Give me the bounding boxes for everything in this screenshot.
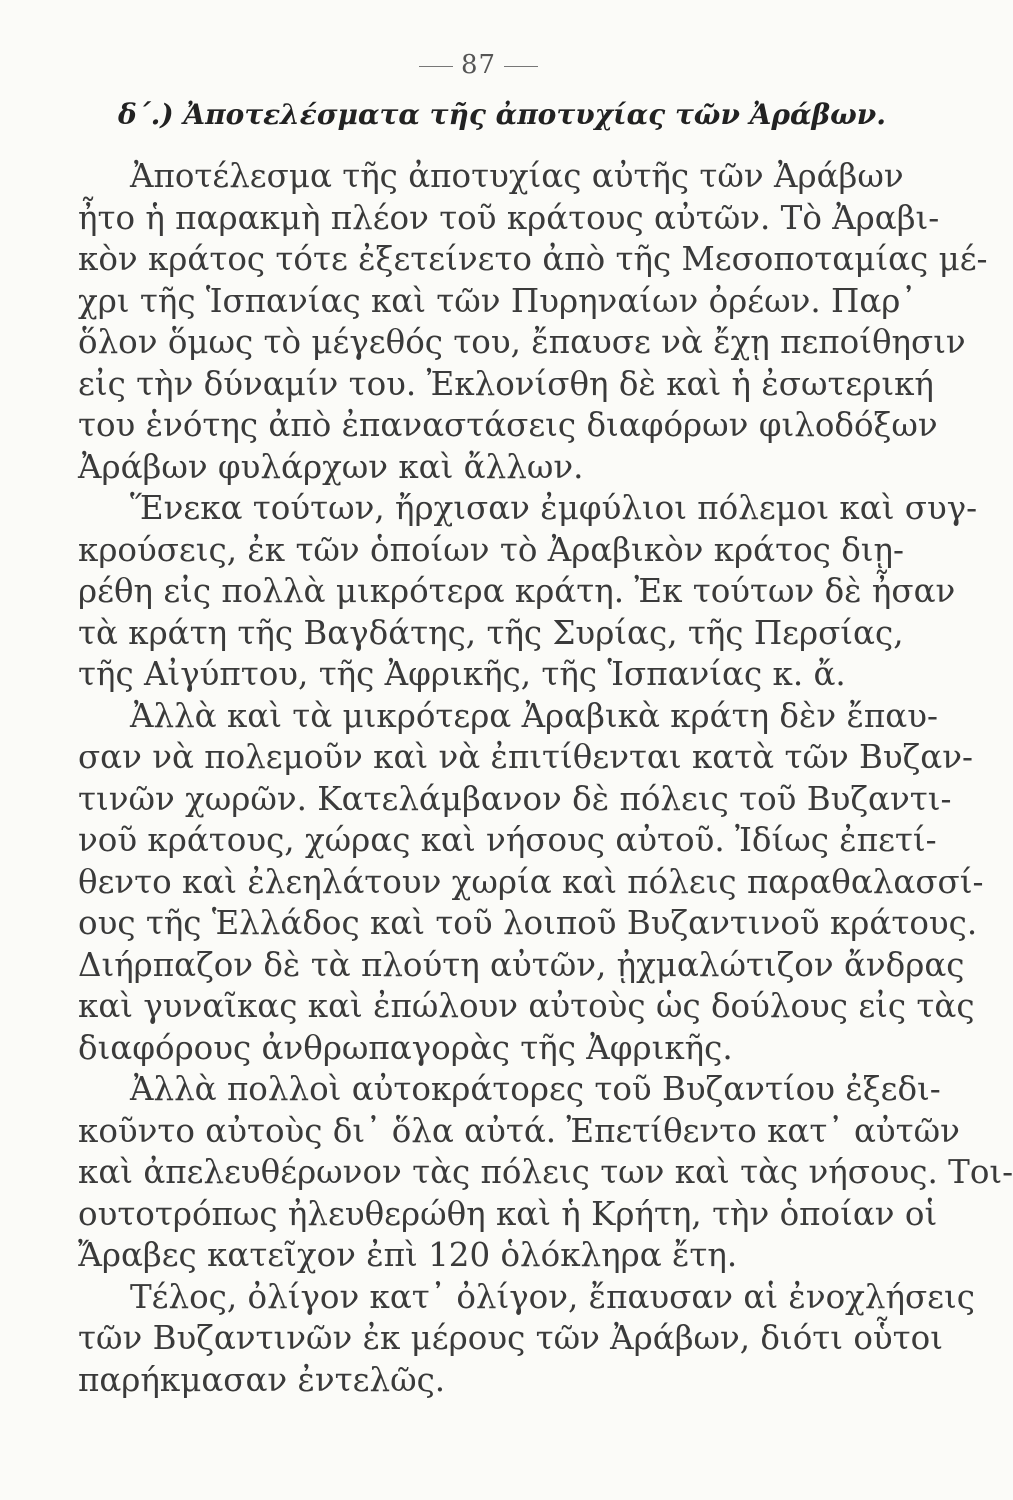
text-line: ὅλον ὅμως τὸ μέγεθός του, ἔπαυσε νὰ ἔχῃ πεποίθησιν [78, 323, 966, 361]
text-line: Διήρπαζον δὲ τὰ πλούτη αὐτῶν, ᾐχμαλώτιζον ἄνδρας [78, 945, 965, 984]
text-line: ρέθη εἰς πολλὰ μικρότερα κράτη. Ἐκ τούτων δὲ ἦσαν [78, 572, 956, 610]
text-line: παρήκμασαν ἐντελῶς. [78, 1360, 446, 1399]
text-line: τὰ κράτη τῆς Βαγδάτης, τῆς Συρίας, τῆς Περσίας, [78, 613, 904, 652]
text-line: νοῦ κράτους, χώρας καὶ νήσους αὐτοῦ. Ἰδίως ἐπετί- [78, 821, 937, 859]
text-line: του ἑνότης ἀπὸ ἐπαναστάσεις διαφόρων φιλοδόξων [78, 406, 938, 444]
text-line: Ἕνεκα τούτων, ἤρχισαν ἐμφύλιοι πόλεμοι καὶ συγ- [130, 489, 978, 527]
text-line: Ἀράβων φυλάρχων καὶ ἄλλων. [78, 447, 584, 486]
text-line: διαφόρους ἀνθρωπαγορὰς τῆς Ἀφρικῆς. [78, 1028, 733, 1067]
text-line: θεντο καὶ ἐλεηλάτουν χωρία καὶ πόλεις παραθαλασσί- [78, 862, 984, 901]
text-line: τῆς Αἰγύπτου, τῆς Ἀφρικῆς, τῆς Ἱσπανίας κ. ἄ. [78, 655, 846, 693]
text-line: Ἀποτέλεσμα τῆς ἀποτυχίας αὐτῆς τῶν Ἀράβων [130, 157, 904, 195]
text-line: Ἀλλὰ καὶ τὰ μικρότερα Ἀραβικὰ κράτη δὲν ἔπαυ- [130, 696, 938, 735]
body-text [78, 156, 1013, 1401]
text-line: ους τῆς Ἑλλάδος καὶ τοῦ λοιποῦ Βυζαντινοῦ κράτους. [78, 904, 978, 942]
text-line: τινῶν χωρῶν. Κατελάμβανον δὲ πόλεις τοῦ Βυζαντι- [78, 779, 952, 818]
text-line: κρούσεις, ἐκ τῶν ὁποίων τὸ Ἀραβικὸν κράτος διῃ- [78, 530, 904, 569]
text-line: κὸν κράτος τότε ἐξετείνετο ἀπὸ τῆς Μεσοποταμίας μέ- [78, 240, 988, 278]
text-line: ἦτο ἡ παρακμὴ πλέον τοῦ κράτους αὐτῶν. Τὸ Ἀραβι- [78, 198, 940, 237]
page-number-right-dash [504, 66, 538, 67]
text-line: Ἄραβες κατεῖχον ἐπὶ 120 ὁλόκληρα ἔτη. [78, 1236, 738, 1274]
page-number [0, 50, 957, 80]
text-line: καὶ γυναῖκας καὶ ἐπώλουν αὐτοὺς ὡς δούλους εἰς τὰς [78, 987, 975, 1025]
text-line: εἰς τὴν δύναμίν του. Ἐκλονίσθη δὲ καὶ ἡ ἐσωτερική [78, 364, 934, 403]
text-line: ουτοτρόπως ἠλευθερώθη καὶ ἡ Κρήτη, τὴν ὁποίαν οἱ [78, 1194, 938, 1233]
text-line: χρι τῆς Ἱσπανίας καὶ τῶν Πυρηναίων ὀρέων. Παρ᾽ [78, 281, 917, 320]
text-line: τῶν Βυζαντινῶν ἐκ μέρους τῶν Ἀράβων, διότι οὗτοι [78, 1319, 943, 1357]
text-line: Ἀλλὰ πολλοὶ αὐτοκράτορες τοῦ Βυζαντίου ἐξεδι- [130, 1070, 941, 1108]
text-line: κοῦντο αὐτοὺς δι᾽ ὅλα αὐτά. Ἐπετίθεντο κατ᾽ αὐτῶν [78, 1111, 960, 1150]
page-number-text: 87 [460, 50, 497, 80]
page-number-left-dash [419, 66, 453, 67]
text-line: σαν νὰ πολεμοῦν καὶ νὰ ἐπιτίθενται κατὰ τῶν Βυζαν- [78, 738, 973, 776]
text-line: καὶ ἀπελευθέρωνον τὰς πόλεις των καὶ τὰς νήσους. Τοι- [78, 1153, 1013, 1191]
text-line: Τέλος, ὀλίγον κατ᾽ ὀλίγον, ἔπαυσαν αἱ ἐνοχλήσεις [130, 1277, 975, 1316]
section-heading: δ΄.) Ἀποτελέσματα τῆς ἀποτυχίας τῶν Ἀράβων. [118, 98, 886, 131]
